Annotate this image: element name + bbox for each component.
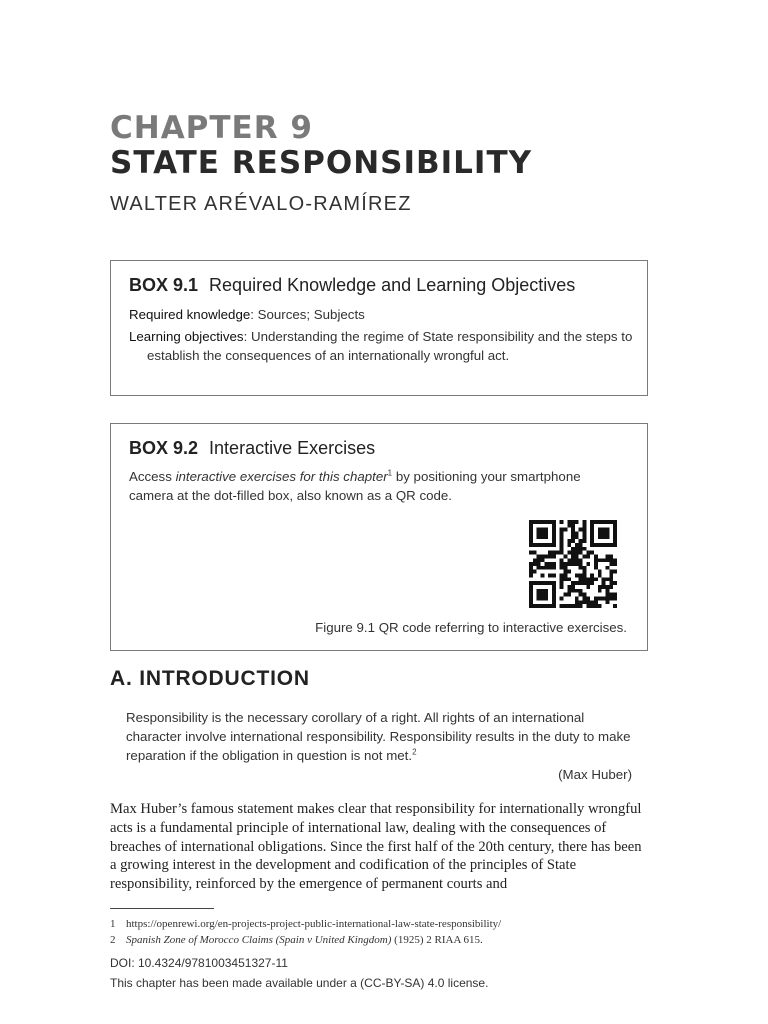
quote-attribution: (Max Huber): [558, 767, 632, 782]
required-knowledge: [129, 305, 629, 324]
description-suffix: by positioning your smartphone camera at the dot-filled box, also known as a QR code.: [129, 469, 581, 503]
learning-objectives-text: : Understanding the regime of State responsibility and the steps to establish the consequences of an internationally wrongful act.: [147, 329, 633, 363]
learning-objectives-label: Learning objectives: [129, 329, 244, 344]
footnote-case-name: Spanish Zone of Morocco Claims (Spain v United Kingdom): [126, 934, 392, 946]
box-label: BOX 9.1: [129, 275, 199, 295]
doi-line: DOI: 10.4324/9781003451327-11: [110, 956, 288, 970]
box-label: BOX 9.2: [129, 438, 199, 458]
learning-objectives: [129, 327, 647, 365]
required-knowledge-text: : Sources; Subjects: [250, 307, 365, 322]
chapter-title: STATE RESPONSIBILITY: [110, 145, 533, 181]
footnote-citation: (1925) 2 RIAA 615.: [391, 934, 483, 946]
body-paragraph: Max Huber’s famous statement makes clear that responsibility for internationally wrongful acts is a fundamental principle of international law, dealing with the consequences of breaches of international obligations. Since the first half of the 20th century, there has been a growing interest in the development and codification of the principles of State responsibility, reinforced by the emergence of permanent courts and: [110, 801, 642, 893]
box-interactive-exercises: [110, 423, 648, 651]
footnote-number: 2: [110, 934, 116, 946]
section-heading: A. INTRODUCTION: [110, 667, 310, 690]
footnote-1: [110, 917, 501, 931]
footnote-url[interactable]: https://openrewi.org/en-projects-project-public-international-law-state-responsibility/: [126, 918, 502, 930]
footnote-ref[interactable]: 2: [412, 747, 417, 757]
chapter-number: CHAPTER 9: [110, 110, 313, 146]
footnote-ref[interactable]: 1: [387, 468, 393, 478]
required-knowledge-label: Required knowledge: [129, 307, 251, 322]
footnote-divider: [110, 908, 214, 909]
box-title: Interactive Exercises: [209, 438, 376, 458]
footnote-number: 1: [110, 918, 116, 930]
footnote-2: [110, 933, 483, 947]
box-learning-objectives: [110, 260, 648, 396]
box-description: [129, 467, 619, 505]
box-title: Required Knowledge and Learning Objectives: [209, 275, 576, 295]
license-line: This chapter has been made available under a (CC-BY-SA) 4.0 license.: [110, 976, 489, 990]
box-heading: [129, 274, 575, 296]
figure-caption: Figure 9.1 QR code referring to interactive exercises.: [315, 620, 627, 635]
description-prefix: Access: [129, 469, 176, 484]
block-quote: [126, 708, 636, 765]
quote-text: Responsibility is the necessary corollary of a right. All rights of an international character involve international responsibility. Responsibility results in the duty to make reparation if the obligation in question is not met.: [126, 710, 631, 763]
qr-code-icon[interactable]: [527, 520, 619, 608]
interactive-exercises-link[interactable]: interactive exercises for this chapter: [175, 469, 388, 484]
box-heading: [129, 437, 375, 459]
chapter-author: WALTER ARÉVALO-RAMÍREZ: [110, 193, 412, 215]
